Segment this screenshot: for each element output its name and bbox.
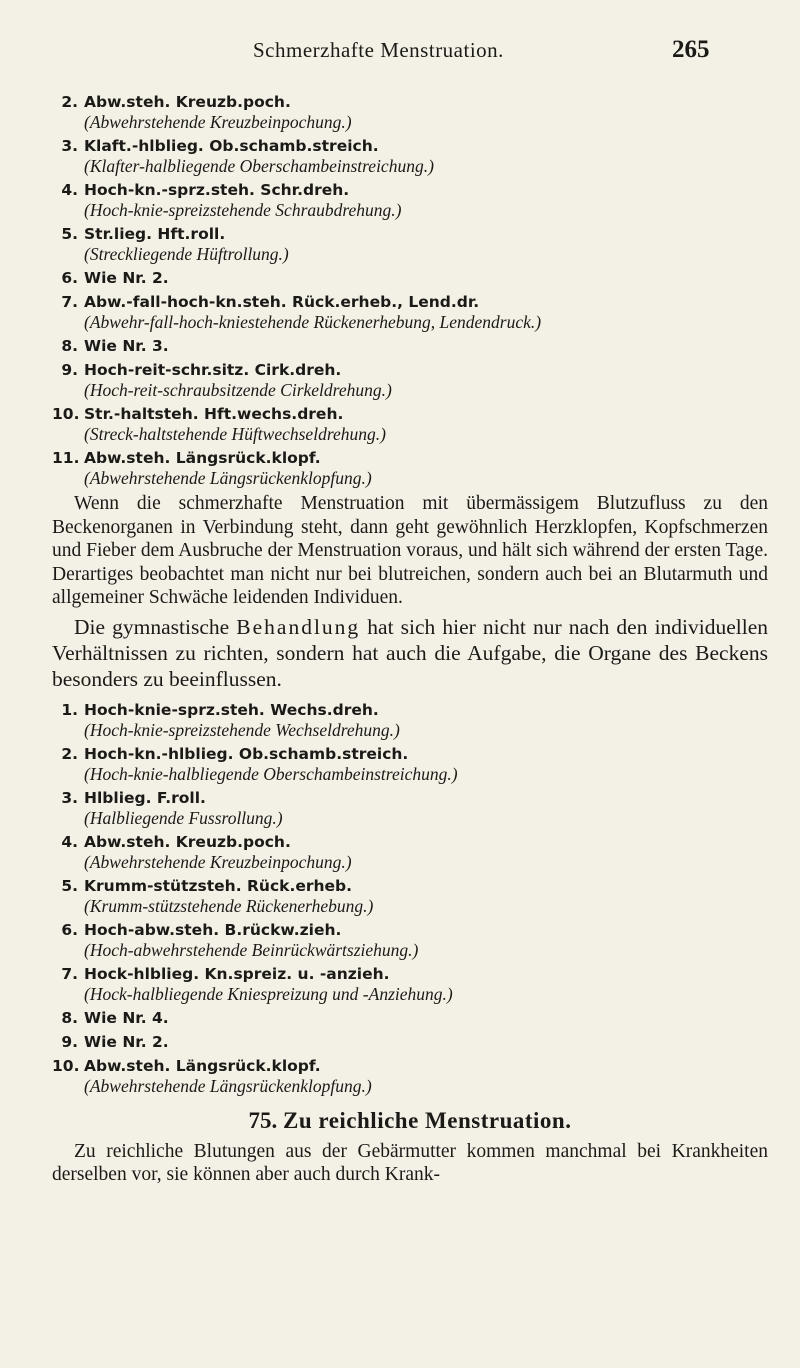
exercise-abbreviation: Hoch-knie-sprz.steh. Wechs.dreh. <box>84 700 379 719</box>
exercise-list-2 <box>52 700 768 1096</box>
exercise-number: 2. <box>61 93 78 111</box>
body-paragraph-treatment <box>52 614 768 692</box>
exercise-item <box>52 180 768 220</box>
exercise-abbreviation: Wie Nr. 2. <box>84 1032 169 1051</box>
exercise-full-name: (Abwehr-fall-hoch-kniestehende Rückenerhebung, Lendendruck.) <box>84 312 542 332</box>
exercise-number: 4. <box>61 181 78 199</box>
exercise-item <box>52 964 768 1004</box>
exercise-list-1 <box>52 92 768 488</box>
exercise-full-name: (Streck-haltstehende Hüftwechseldrehung.) <box>84 424 386 444</box>
exercise-abbreviation: Abw.steh. Längsrück.klopf. <box>84 449 321 467</box>
exercise-abbreviation: Hoch-abw.steh. B.rückw.zieh. <box>84 920 342 939</box>
exercise-abbreviation: Abw.steh. Kreuzb.poch. <box>84 93 291 111</box>
section-title: Zu reichliche Menstruation. <box>283 1107 572 1133</box>
exercise-abbreviation: Abw.-fall-hoch-kn.steh. Rück.erheb., Lend.dr. <box>84 293 480 311</box>
exercise-abbreviation: Krumm-stützsteh. Rück.erheb. <box>84 876 353 895</box>
section-number: 75. <box>248 1107 278 1133</box>
exercise-abbreviation: Str.lieg. Hft.roll. <box>84 225 226 243</box>
exercise-number: 3. <box>61 788 78 807</box>
exercise-number: 2. <box>61 744 78 763</box>
exercise-full-name: (Abwehrstehende Längsrückenklopfung.) <box>84 468 372 488</box>
emphasis-spaced: Behandlung <box>236 614 361 639</box>
exercise-item <box>52 832 768 872</box>
body-paragraph-continued: Zu reichliche Blutungen aus der Gebärmutter kommen manchmal bei Krankheiten derselben vor, sie können aber auch durch Krank- <box>52 1140 768 1185</box>
exercise-item <box>52 448 768 488</box>
exercise-number: 6. <box>61 269 78 287</box>
exercise-full-name: (Abwehrstehende Kreuzbeinpochung.) <box>84 112 352 132</box>
exercise-full-name: (Hock-halbliegende Kniespreizung und -Anziehung.) <box>84 983 453 1004</box>
exercise-item <box>52 268 768 288</box>
exercise-abbreviation: Hoch-kn.-hlblieg. Ob.schamb.streich. <box>84 744 409 763</box>
exercise-abbreviation: Hoch-reit-schr.sitz. Cirk.dreh. <box>84 361 342 379</box>
exercise-number: 3. <box>61 137 78 155</box>
exercise-item <box>52 336 768 356</box>
exercise-item <box>52 700 768 740</box>
exercise-abbreviation: Wie Nr. 4. <box>84 1008 169 1027</box>
body-paragraph: Wenn die schmerzhafte Menstruation mit übermässigem Blutzufluss zu den Beckenorganen in Verbindung steht, dann geht gewöhnlich Herzklopfen, Kopfschmerzen und Fieber dem Ausbruche der Menstruation voraus, und hält sich während der ersten Tage. Derartiges beobachtet man nicht nur bei blutreichen, sondern auch bei an Blutarmuth und allgemeiner Schwäche leidenden Individuen. <box>52 493 768 608</box>
exercise-number: 1. <box>61 700 78 719</box>
exercise-number: 9. <box>61 361 78 379</box>
exercise-item <box>52 292 768 332</box>
exercise-item <box>52 920 768 960</box>
running-header <box>0 22 800 62</box>
exercise-item <box>52 136 768 176</box>
exercise-abbreviation: Klaft.-hlblieg. Ob.schamb.streich. <box>84 137 379 155</box>
exercise-abbreviation: Abw.steh. Kreuzb.poch. <box>84 832 291 851</box>
exercise-full-name: (Halbliegende Fussrollung.) <box>84 807 283 828</box>
paragraph-rest: hat sich hier nicht nur nach den individuellen Verhältnissen zu richten, sondern hat auch die Aufgabe, die Organe des Beckens besonders zu beeinflussen. <box>52 614 769 691</box>
section-heading <box>52 1108 768 1134</box>
exercise-item <box>52 404 768 444</box>
exercise-abbreviation: Abw.steh. Längsrück.klopf. <box>84 1056 321 1075</box>
exercise-number: 8. <box>61 1008 78 1027</box>
exercise-number: 5. <box>61 876 78 895</box>
exercise-full-name: (Hoch-abwehrstehende Beinrückwärtsziehung.) <box>84 939 419 960</box>
exercise-number: 7. <box>61 964 78 983</box>
exercise-full-name: (Hoch-knie-spreizstehende Wechseldrehung.) <box>84 719 400 740</box>
running-title: Schmerzhafte Menstruation. <box>253 38 504 62</box>
exercise-full-name: (Hoch-reit-schraubsitzende Cirkeldrehung.) <box>84 380 392 400</box>
exercise-full-name: (Streckliegende Hüftrollung.) <box>84 244 289 264</box>
exercise-item <box>52 92 768 132</box>
exercise-item <box>52 1056 768 1096</box>
exercise-full-name: (Hoch-knie-spreizstehende Schraubdrehung.) <box>84 200 402 220</box>
exercise-number: 4. <box>61 832 78 851</box>
exercise-number: 11. <box>52 449 80 467</box>
exercise-full-name: (Abwehrstehende Kreuzbeinpochung.) <box>84 851 352 872</box>
exercise-number: 5. <box>61 225 78 243</box>
exercise-abbreviation: Hock-hlblieg. Kn.spreiz. u. -anzieh. <box>84 964 390 983</box>
exercise-full-name: (Abwehrstehende Längsrückenklopfung.) <box>84 1075 372 1096</box>
page-content <box>52 92 768 1187</box>
exercise-full-name: (Krumm-stützstehende Rückenerhebung.) <box>84 895 374 916</box>
exercise-item <box>52 224 768 264</box>
exercise-item <box>52 1008 768 1028</box>
exercise-number: 7. <box>61 293 78 311</box>
exercise-item <box>52 360 768 400</box>
exercise-item <box>52 1032 768 1052</box>
exercise-abbreviation: Hlblieg. F.roll. <box>84 788 206 807</box>
exercise-abbreviation: Wie Nr. 2. <box>84 269 169 287</box>
exercise-number: 8. <box>61 337 78 355</box>
exercise-item <box>52 876 768 916</box>
exercise-number: 6. <box>61 920 78 939</box>
exercise-full-name: (Hoch-knie-halbliegende Oberschambeinstreichung.) <box>84 763 458 784</box>
exercise-item <box>52 744 768 784</box>
exercise-number: 10. <box>52 1056 80 1075</box>
exercise-number: 10. <box>52 405 80 423</box>
exercise-abbreviation: Hoch-kn.-sprz.steh. Schr.dreh. <box>84 181 350 199</box>
exercise-abbreviation: Str.-haltsteh. Hft.wechs.dreh. <box>84 405 344 423</box>
exercise-number: 9. <box>61 1032 78 1051</box>
page-number: 265 <box>672 36 710 63</box>
paragraph-start: Die gymnastische <box>74 614 230 639</box>
exercise-full-name: (Klafter-halbliegende Oberschambeinstreichung.) <box>84 156 434 176</box>
exercise-item <box>52 788 768 828</box>
exercise-abbreviation: Wie Nr. 3. <box>84 337 169 355</box>
